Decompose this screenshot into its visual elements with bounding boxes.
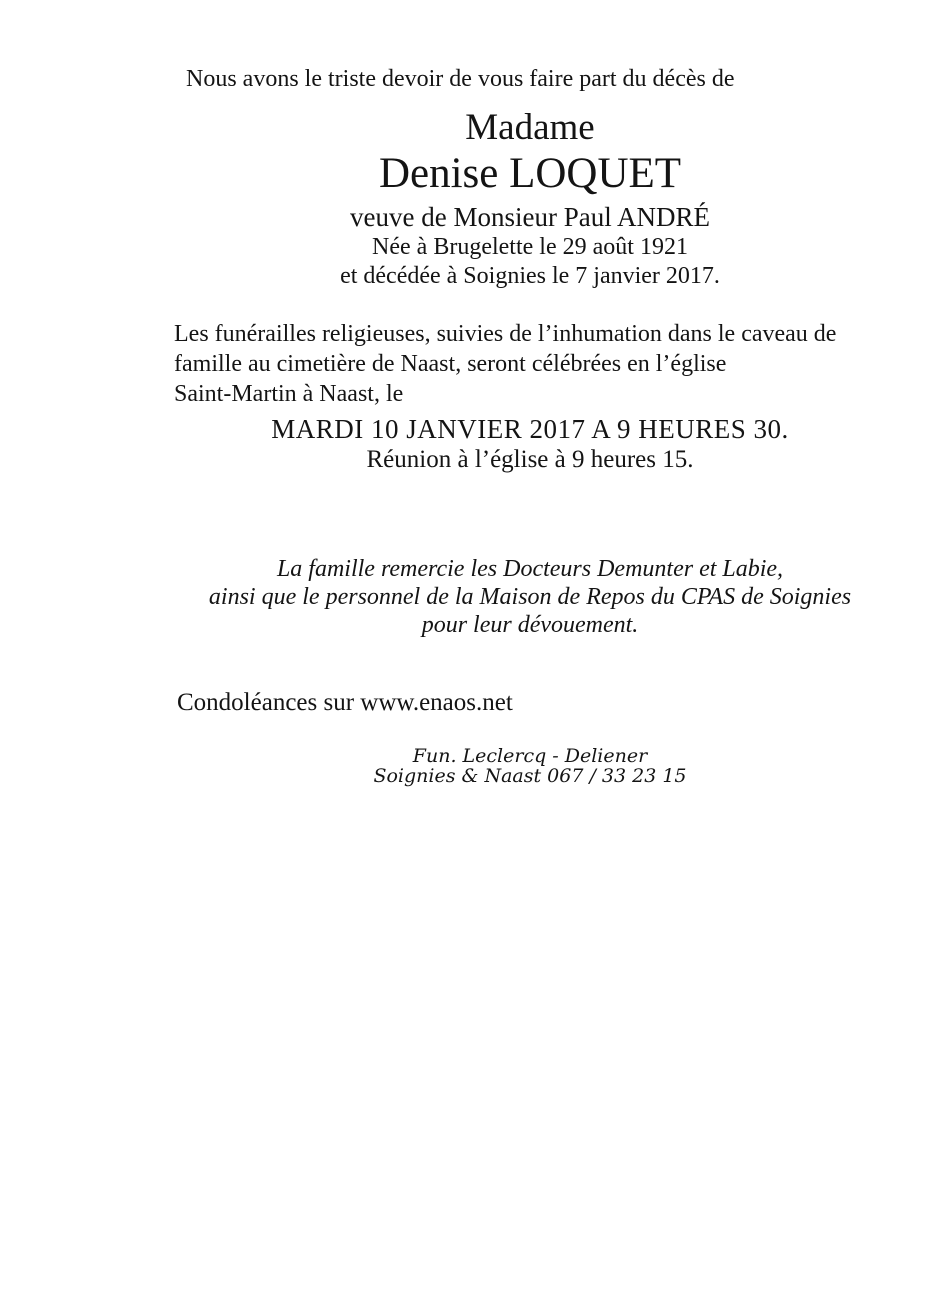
family-thanks-line: ainsi que le personnel de la Maison de Repos du CPAS de Soignies [208, 584, 852, 610]
funeral-paragraph-line: Saint-Martin à Naast, le [174, 381, 404, 407]
condolences-line: Condoléances sur www.enaos.net [177, 689, 513, 716]
funeral-home-name: Fun. Leclercq - Deliener [412, 745, 648, 767]
family-thanks-line: pour leur dévouement. [421, 612, 639, 638]
family-thanks-line: La famille remercie les Docteurs Demunter et Labie, [276, 556, 784, 582]
deceased-name: Denise LOQUET [378, 150, 682, 197]
funeral-paragraph-line: famille au cimetière de Naast, seront célébrées en l’église [174, 351, 727, 377]
funeral-home-contact: Soignies & Naast 067 / 33 23 15 [373, 765, 687, 787]
ceremony-date-line: MARDI 10 JANVIER 2017 A 9 HEURES 30. [271, 414, 789, 444]
birth-line: Née à Brugelette le 29 août 1921 [372, 234, 688, 260]
family-thanks [180, 555, 880, 639]
funeral-paragraph [174, 319, 890, 409]
intro-line: Nous avons le triste devoir de vous faire part du décès de [186, 66, 735, 92]
meeting-line: Réunion à l’église à 9 heures 15. [366, 446, 694, 473]
funeral-paragraph-line: Les funérailles religieuses, suivies de l’inhumation dans le caveau de [174, 321, 837, 347]
widow-line: veuve de Monsieur Paul ANDRÉ [350, 202, 710, 232]
death-line: et décédée à Soignies le 7 janvier 2017. [340, 263, 720, 289]
salutation-title: Madame [465, 107, 595, 148]
